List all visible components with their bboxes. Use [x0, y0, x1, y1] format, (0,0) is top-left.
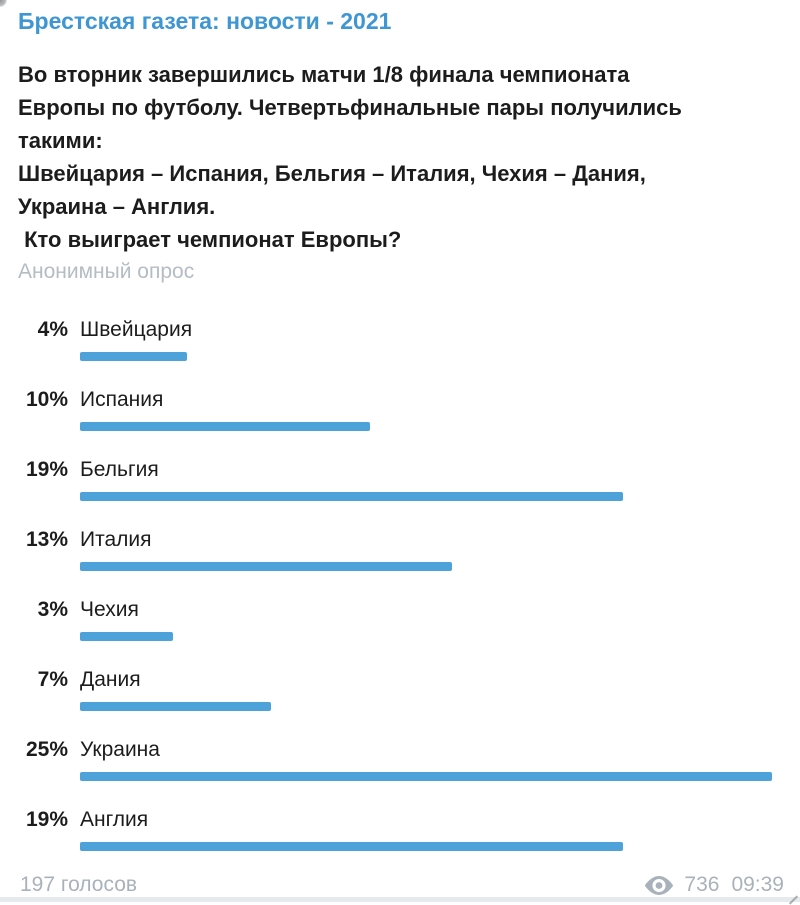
option-label: Бельгия — [80, 458, 159, 481]
poll-type-label: Анонимный опрос — [18, 260, 195, 283]
poll-option-ispaniya[interactable] — [18, 388, 784, 458]
message-text — [18, 58, 784, 256]
message-line: такими: — [18, 128, 103, 153]
option-percent: 13% — [25, 528, 68, 551]
option-percent: 3% — [37, 598, 68, 621]
result-bar — [80, 352, 187, 361]
views-count: 736 — [684, 873, 720, 896]
channel-title[interactable]: Брестская газета: новости - 2021 — [18, 8, 392, 34]
poll-option-shveytsariya[interactable] — [18, 318, 784, 388]
result-bar — [80, 842, 623, 851]
poll-question: Кто выиграет чемпионат Европы? — [18, 227, 402, 252]
result-bar — [80, 422, 370, 431]
option-percent: 19% — [25, 458, 68, 481]
option-percent: 4% — [37, 318, 68, 341]
poll-option-italiya[interactable] — [18, 528, 784, 598]
option-label: Швейцария — [80, 318, 193, 341]
timestamp: 09:39 — [731, 873, 784, 896]
option-label: Испания — [80, 388, 164, 411]
poll-option-ukraina[interactable] — [18, 738, 784, 808]
screenshot-corner-artifact — [0, 0, 7, 7]
option-label: Дания — [80, 668, 141, 691]
eye-icon — [643, 875, 675, 896]
option-label: Чехия — [80, 598, 139, 621]
poll-results — [18, 318, 784, 852]
message-line: Во вторник завершились матчи 1/8 финала чемпионата — [18, 62, 630, 87]
result-bar — [80, 632, 173, 641]
option-label: Украина — [80, 738, 160, 761]
message-meta — [643, 872, 784, 898]
option-label: Италия — [80, 528, 152, 551]
option-percent: 19% — [25, 808, 68, 831]
result-bar — [80, 492, 623, 501]
votes-count: 197 голосов — [20, 873, 138, 896]
message-line: Украина – Англия. — [18, 194, 216, 219]
message-footer — [18, 872, 784, 898]
poll-option-daniya[interactable] — [18, 668, 784, 738]
poll-option-chekhiya[interactable] — [18, 598, 784, 668]
result-bar — [80, 702, 271, 711]
poll-option-belgiya[interactable] — [18, 458, 784, 528]
poll-option-angliya[interactable] — [18, 808, 784, 852]
option-percent: 10% — [25, 388, 68, 411]
option-percent: 7% — [37, 668, 68, 691]
message-line: Швейцария – Испания, Бельгия – Италия, Чехия – Дания, — [18, 161, 646, 186]
result-bar — [80, 772, 772, 781]
result-bar — [80, 562, 452, 571]
option-label: Англия — [80, 808, 149, 831]
message-line: Европы по футболу. Четвертьфинальные пары получились — [18, 95, 682, 120]
screenshot-bottom-edge — [0, 897, 800, 902]
option-percent: 25% — [25, 738, 68, 761]
